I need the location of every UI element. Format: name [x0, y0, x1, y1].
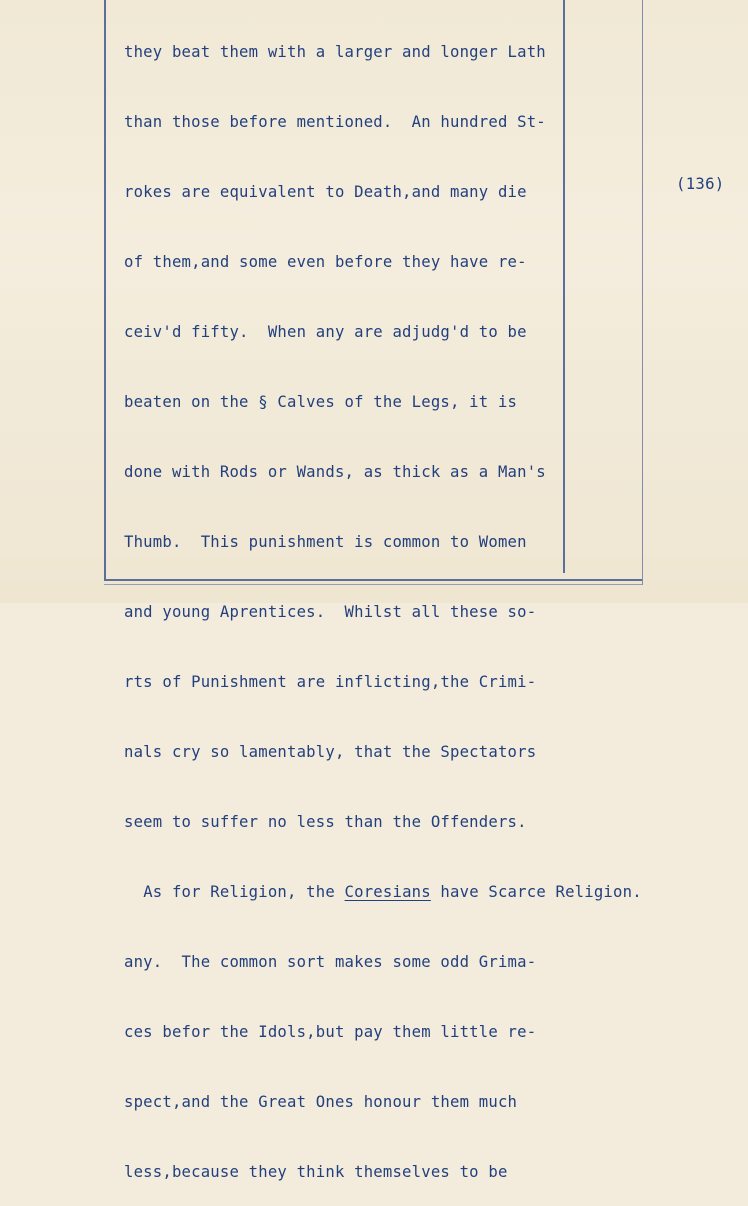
text-segment: have Scarce Religion.: [430, 883, 642, 901]
text-line: and young Aprentices. Whilst all these so-: [124, 603, 537, 621]
text-line: Thumb. This punishment is common to Women: [124, 533, 527, 551]
text-line: of them,and some even before they have re-: [124, 253, 527, 271]
page-number: (136): [676, 175, 725, 193]
text-line-religion: [124, 880, 642, 914]
text-segment: As for Religion, the: [143, 883, 345, 901]
text-line: nals cry so lamentably, that the Spectators: [124, 743, 537, 761]
text-line: ceiv'd fifty. When any are adjudg'd to be: [124, 323, 527, 341]
text-line: rts of Punishment are inflicting,the Crimi-: [124, 673, 537, 691]
text-line: ces befor the Idols,but pay them little re-: [124, 1023, 537, 1041]
text-line: spect,and the Great Ones honour them much: [124, 1093, 518, 1111]
margin-line: [642, 0, 643, 585]
text-line: than those before mentioned. An hundred St-: [124, 113, 546, 131]
text-line: rokes are equivalent to Death,and many die: [124, 183, 527, 201]
text-line: less,because they think themselves to be: [124, 1163, 508, 1181]
indent: [124, 883, 143, 901]
body-text: [124, 4, 642, 1206]
text-line: done with Rods or Wands, as thick as a Man's: [124, 463, 546, 481]
text-line: they beat them with a larger and longer Lath: [124, 43, 546, 61]
text-line: any. The common sort makes some odd Grima-: [124, 953, 537, 971]
underlined-word: Coresians: [344, 883, 431, 901]
text-line: seem to suffer no less than the Offenders.: [124, 813, 527, 831]
text-line: beaten on the § Calves of the Legs, it is: [124, 393, 518, 411]
left-border-line: [104, 0, 106, 580]
